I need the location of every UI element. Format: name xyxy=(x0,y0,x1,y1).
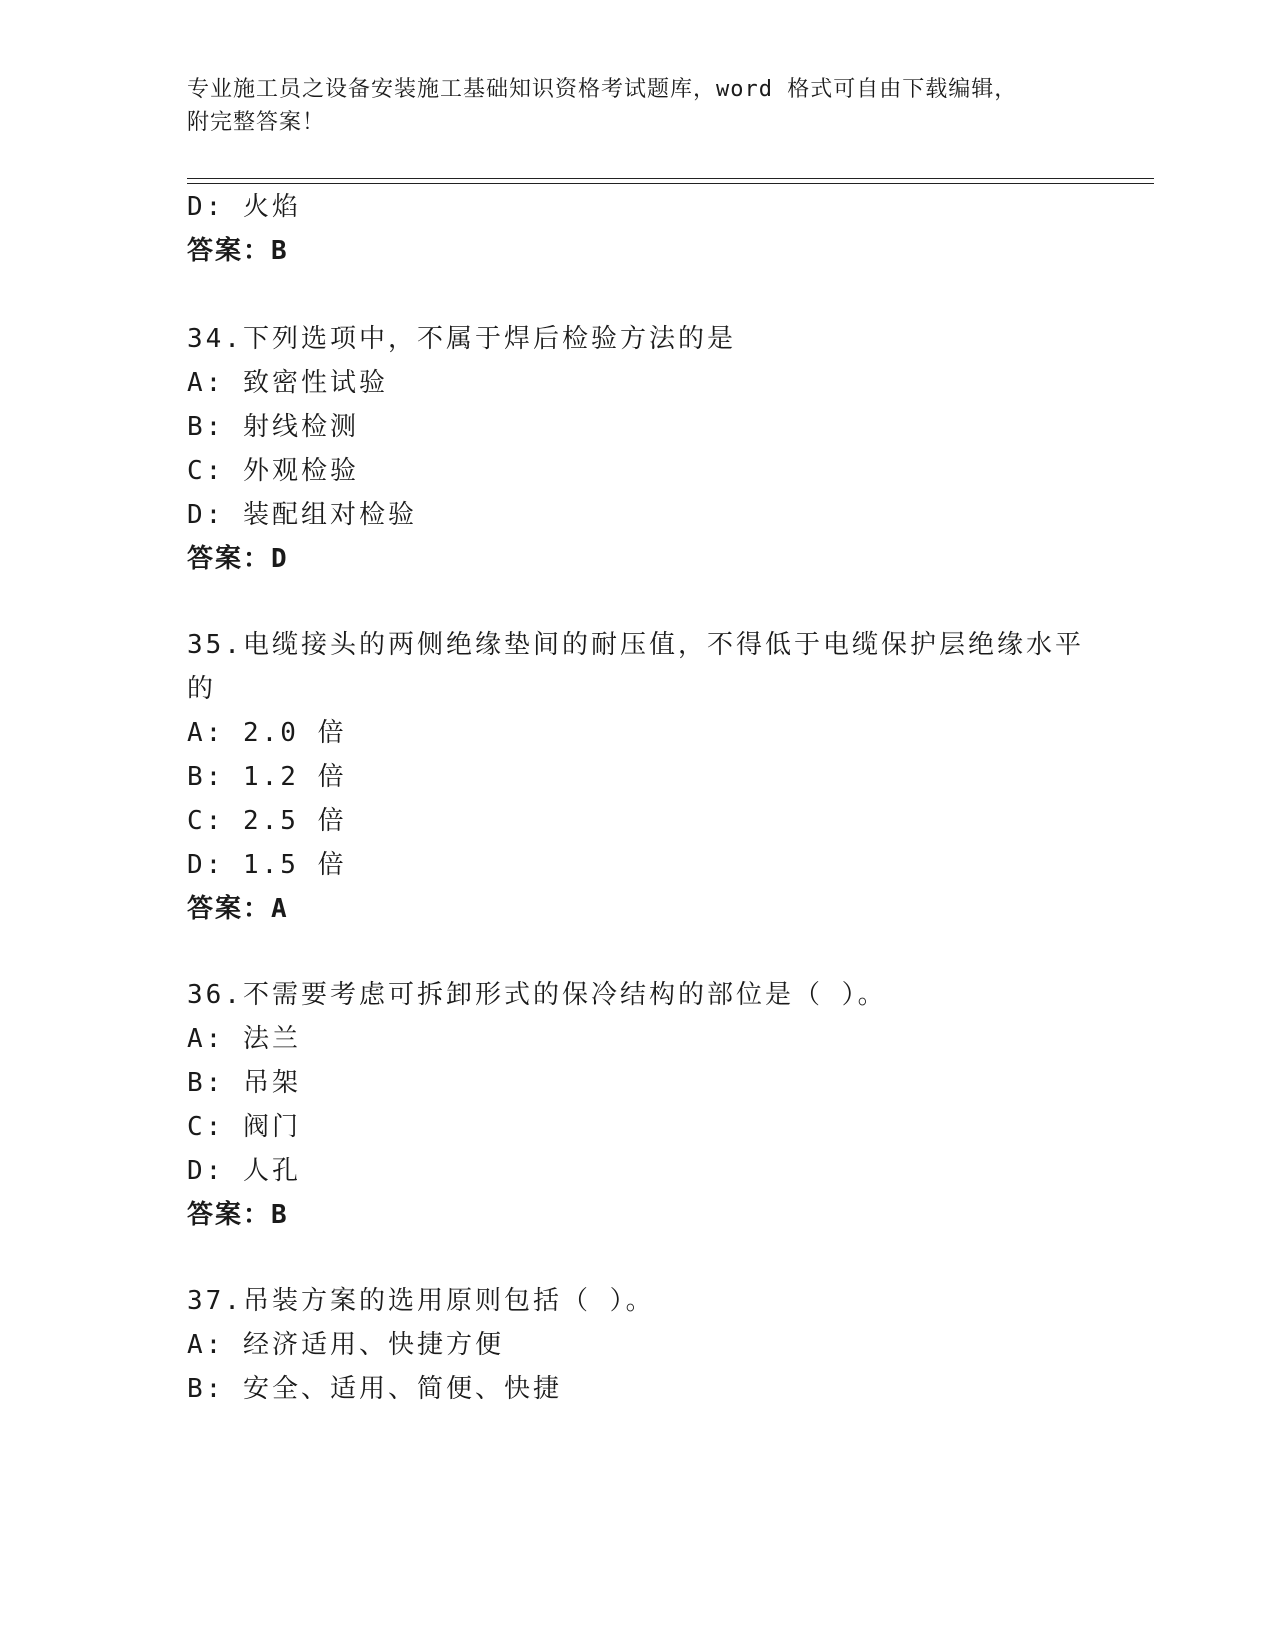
question-34-stem: 34.下列选项中，不属于焊后检验方法的是 xyxy=(187,324,736,354)
question-35-stem-line-2: 的 xyxy=(187,674,217,704)
question-34-option-a: A: 致密性试验 xyxy=(187,368,388,398)
question-36-stem: 36.不需要考虑可拆卸形式的保冷结构的部位是（ ）。 xyxy=(187,980,887,1010)
question-35-option-a: A: 2.0 倍 xyxy=(187,718,347,748)
header-line-1: 专业施工员之设备安装施工基础知识资格考试题库，word 格式可自由下载编辑， xyxy=(187,77,1018,102)
question-36-answer: 答案：B xyxy=(187,1200,289,1230)
question-37-option-a: A: 经济适用、快捷方便 xyxy=(187,1330,504,1360)
header-divider-top xyxy=(187,178,1154,179)
prev-answer: 答案：B xyxy=(187,236,289,266)
question-35-stem-line-1: 35.电缆接头的两侧绝缘垫间的耐压值，不得低于电缆保护层绝缘水平 xyxy=(187,630,1084,660)
question-37-option-b: B: 安全、适用、简便、快捷 xyxy=(187,1374,562,1404)
question-34-option-c: C: 外观检验 xyxy=(187,456,359,486)
question-36-option-b: B: 吊架 xyxy=(187,1068,301,1098)
question-35-option-c: C: 2.5 倍 xyxy=(187,806,347,836)
question-36-option-a: A: 法兰 xyxy=(187,1024,301,1054)
prev-option-d: D: 火焰 xyxy=(187,192,301,222)
question-36-option-d: D: 人孔 xyxy=(187,1156,301,1186)
question-35-option-b: B: 1.2 倍 xyxy=(187,762,347,792)
question-34-option-d: D: 装配组对检验 xyxy=(187,500,417,530)
question-36-option-c: C: 阀门 xyxy=(187,1112,301,1142)
question-34-answer: 答案：D xyxy=(187,544,289,574)
question-34-option-b: B: 射线检测 xyxy=(187,412,359,442)
question-37-stem: 37.吊装方案的选用原则包括（ ）。 xyxy=(187,1286,655,1316)
header-line-2: 附完整答案！ xyxy=(187,110,326,135)
question-35-option-d: D: 1.5 倍 xyxy=(187,850,347,880)
document-header xyxy=(187,73,1087,139)
header-divider-bottom xyxy=(187,183,1154,184)
question-35-answer: 答案：A xyxy=(187,894,289,924)
